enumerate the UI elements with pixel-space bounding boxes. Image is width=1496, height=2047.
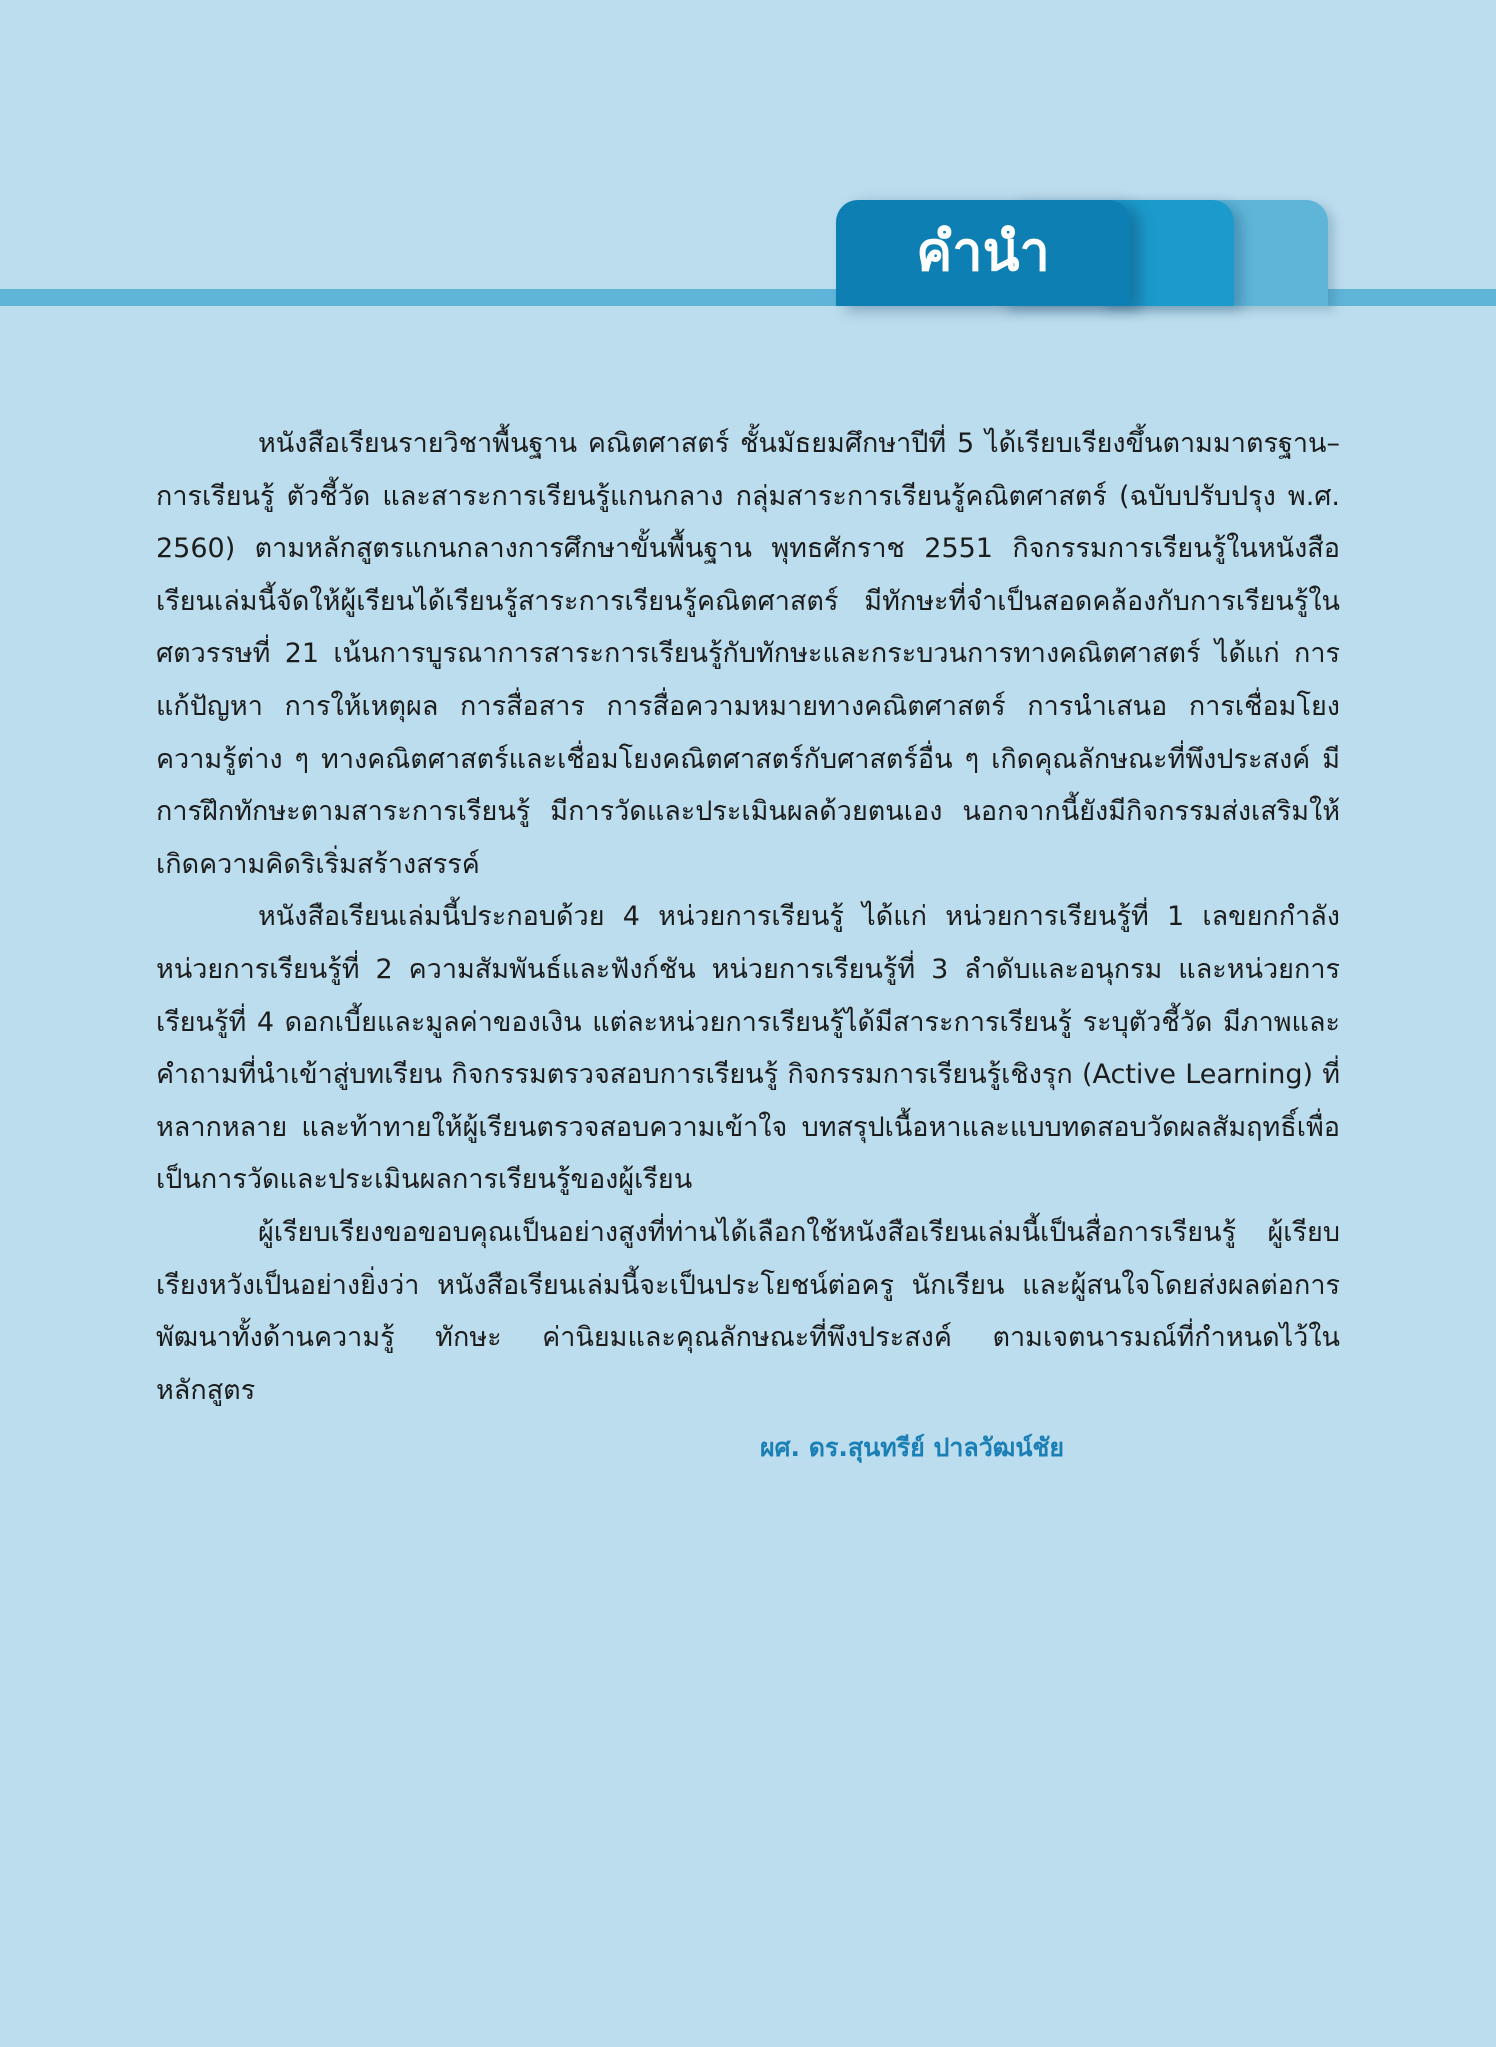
preface-paragraph-2: หนังสือเรียนเล่มนี้ประกอบด้วย 4 หน่วยการเรียนรู้ ได้แก่ หน่วยการเรียนรู้ที่ 1 เลขยกกำลัง หน่วยการเรียนรู้ที่ 2 ความสัมพันธ์และฟังก์ชัน หน่วยการเรียนรู้ที่ 3 ลำดับและอนุกรม และหน่วยการเรียนรู้ที่ 4 ดอกเบี้ยและมูลค่าของเงิน แต่ละหน่วยการเรียนรู้ได้มีสาระการเรียนรู้ ระบุตัวชี้วัด มีภาพและคำถามที่นำเข้าสู่บทเรียน กิจกรรมตรวจสอบการเรียนรู้ กิจกรรมการเรียนรู้เชิงรุก (Active Learning) ที่หลากหลาย และท้าทายให้ผู้เรียนตรวจสอบความเข้าใจ บทสรุปเนื้อหาและแบบทดสอบวัดผลสัมฤทธิ์เพื่อเป็นการวัดและประเมินผลการเรียนรู้ของผู้เรียน [156,901,1340,1196]
preface-paragraph-1: หนังสือเรียนรายวิชาพื้นฐาน คณิตศาสตร์ ชั้นมัธยมศึกษาปีที่ 5 ได้เรียบเรียงขึ้นตามมาตรฐาน–การเรียนรู้ ตัวชี้วัด และสาระการเรียนรู้แกนกลาง กลุ่มสาระการเรียนรู้คณิตศาสตร์ (ฉบับปรับปรุง พ.ศ. 2560) ตามหลักสูตรแกนกลางการศึกษาขั้นพื้นฐาน พุทธศักราช 2551 กิจกรรมการเรียนรู้ในหนังสือเรียนเล่มนี้จัดให้ผู้เรียนได้เรียนรู้สาระการเรียนรู้คณิตศาสตร์ มีทักษะที่จำเป็นสอดคล้องกับการเรียนรู้ในศตวรรษที่ 21 เน้นการบูรณาการสาระการเรียนรู้กับทักษะและกระบวนการทางคณิตศาสตร์ ได้แก่ การแก้ปัญหา การให้เหตุผล การสื่อสาร การสื่อความหมายทางคณิตศาสตร์ การนำเสนอ การเชื่อมโยงความรู้ต่าง ๆ ทางคณิตศาสตร์และเชื่อมโยงคณิตศาสตร์กับศาสตร์อื่น ๆ เกิดคุณลักษณะที่พึงประสงค์ มีการฝึกทักษะตามสาระการเรียนรู้ มีการวัดและประเมินผลด้วยตนเอง นอกจากนี้ยังมีกิจกรรมส่งเสริมให้เกิดความคิดริเริ่มสร้างสรรค์ [156,428,1340,880]
page-title: คำนำ [916,220,1050,283]
author-signature: ผศ. ดร.สุนทรีย์ ปาลวัฒน์ชัย [760,1433,1065,1462]
preface-paragraph-3: ผู้เรียบเรียงขอขอบคุณเป็นอย่างสูงที่ท่านได้เลือกใช้หนังสือเรียนเล่มนี้เป็นสื่อการเรียนรู้ ผู้เรียบเรียงหวังเป็นอย่างยิ่งว่า หนังสือเรียนเล่มนี้จะเป็นประโยชน์ต่อครู นักเรียน และผู้สนใจโดยส่งผลต่อการพัฒนาทั้งด้านความรู้ ทักษะ ค่านิยมและคุณลักษณะที่พึงประสงค์ ตามเจตนารมณ์ที่กำหนดไว้ในหลักสูตร [156,1216,1340,1406]
preface-body [156,418,1340,1417]
